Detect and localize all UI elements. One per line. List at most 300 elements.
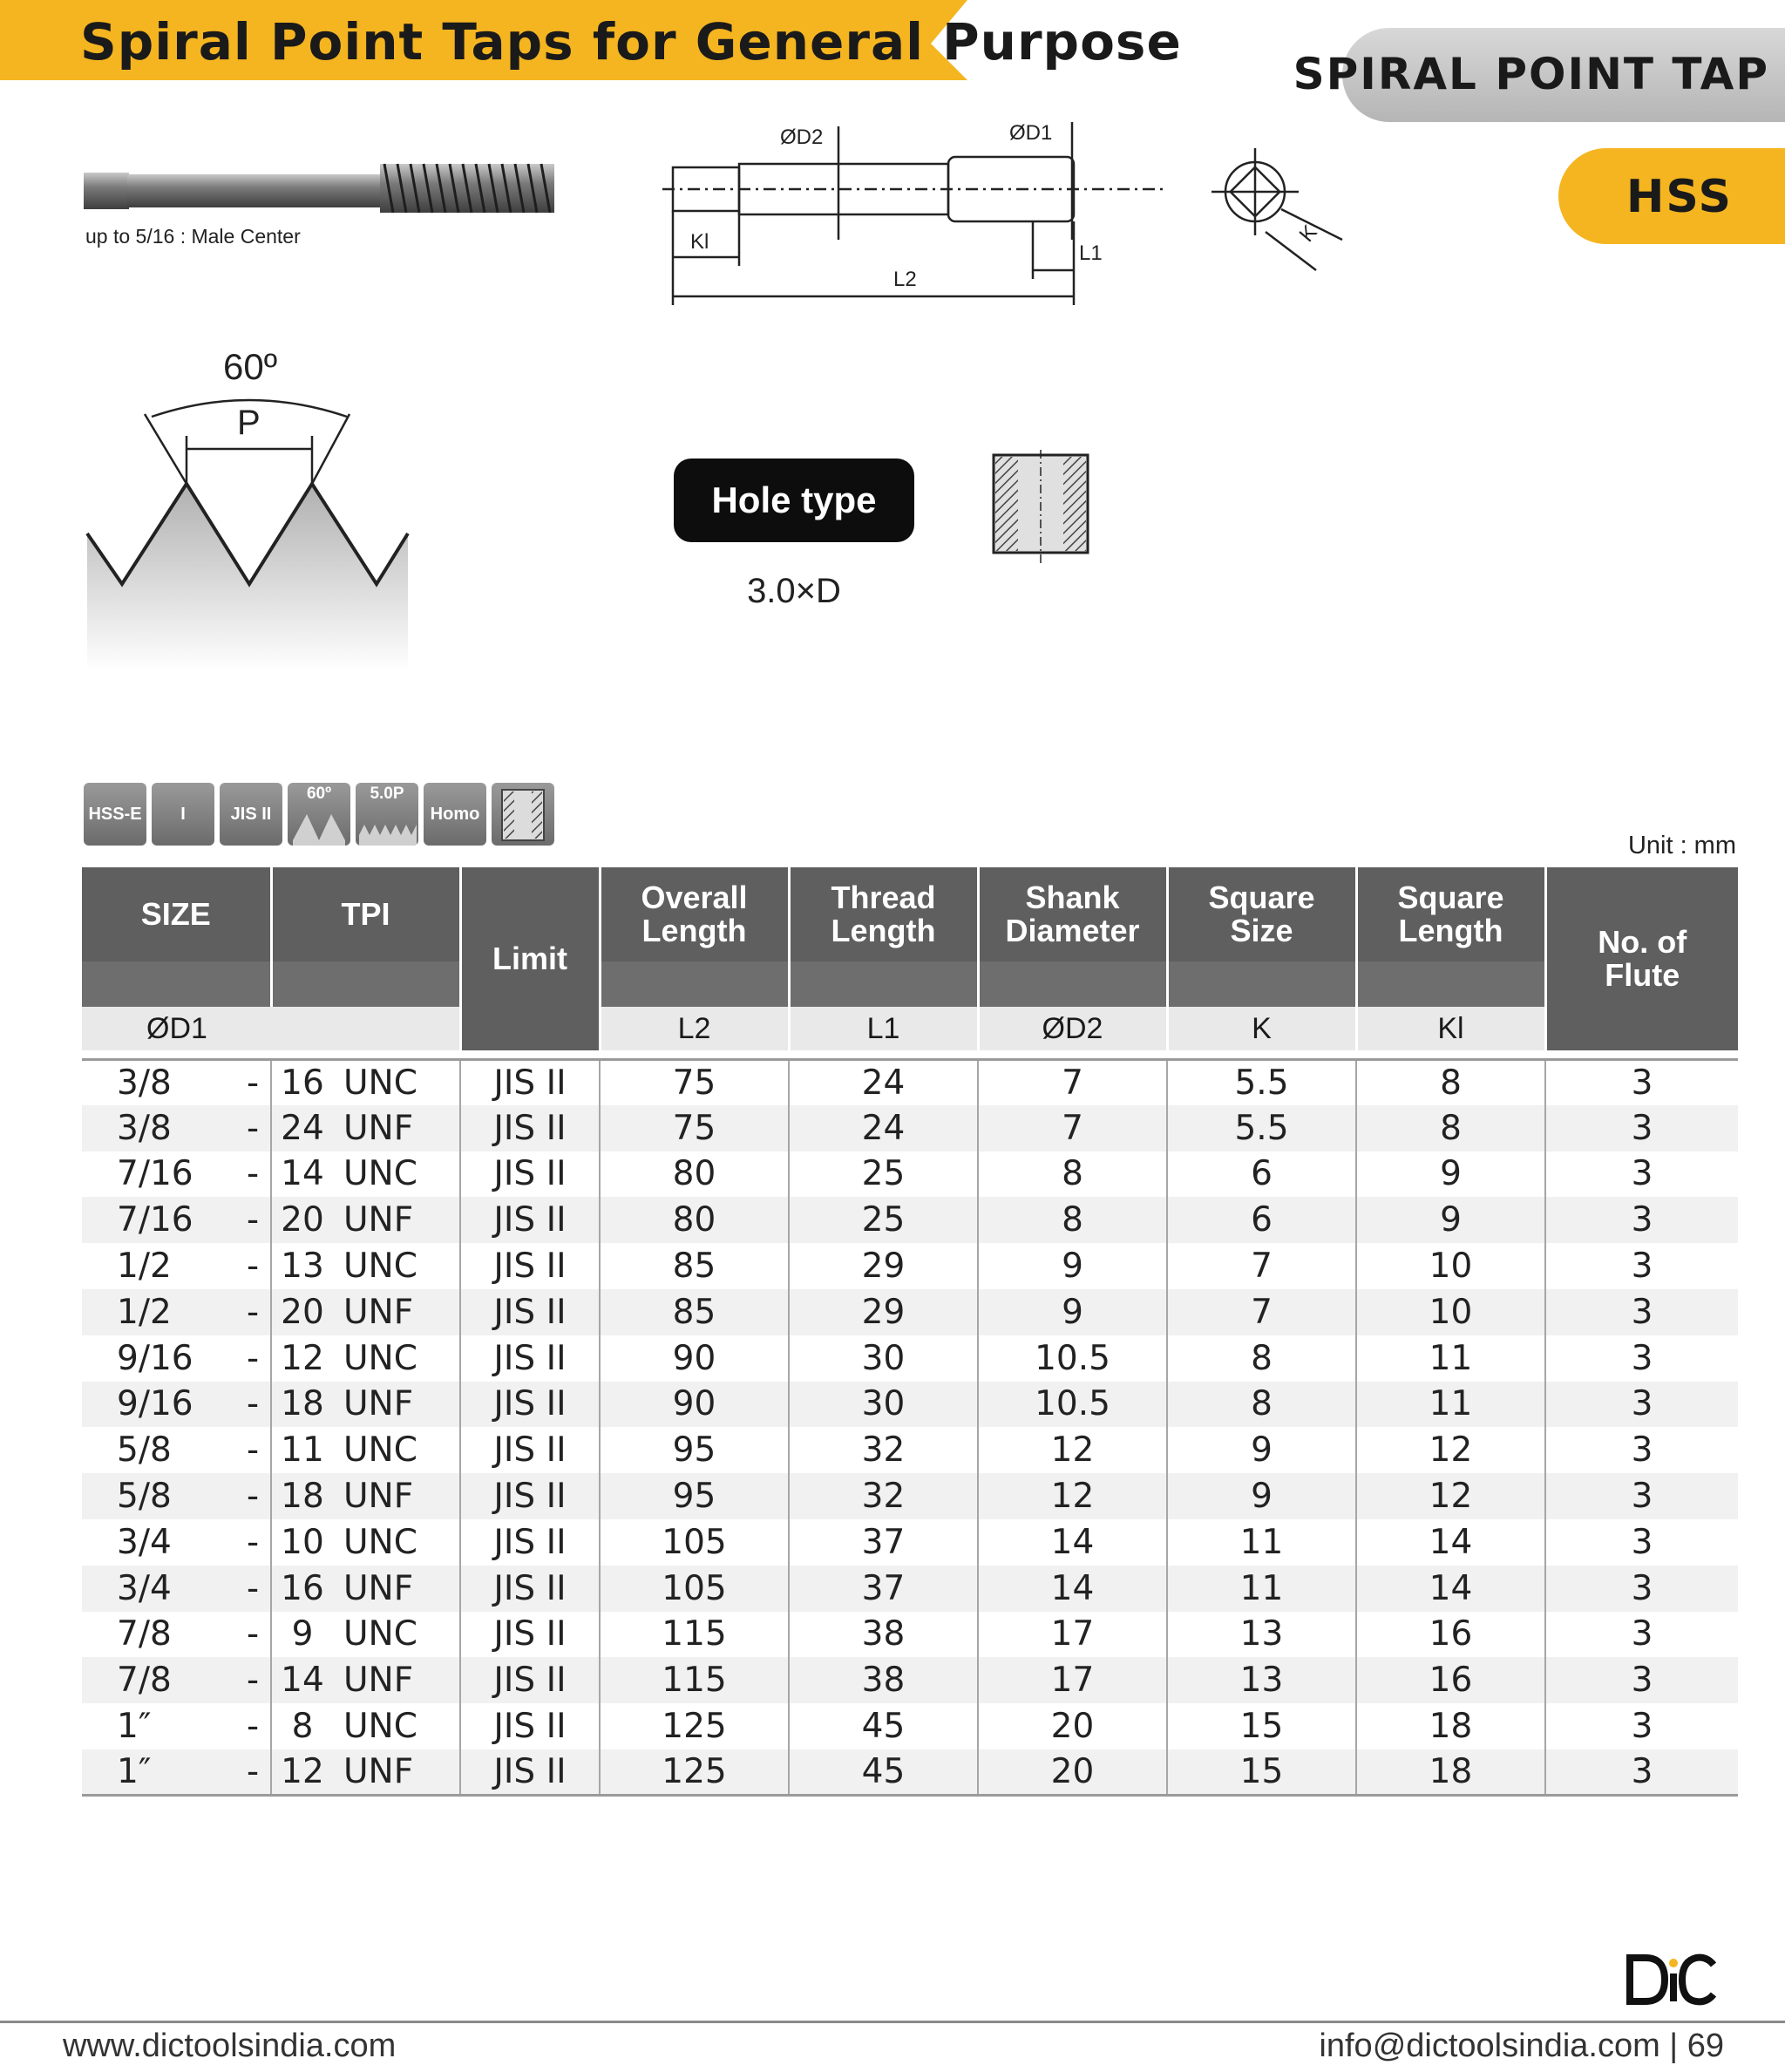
footer-website[interactable]: www.dictoolsindia.com [63,2028,397,2064]
flute-count-cell: 3 [1545,1289,1738,1335]
size-separator: - [246,1707,260,1747]
size-cell [82,1335,271,1382]
size-separator: - [246,1384,260,1424]
header-spacer [978,961,1167,1007]
size-cell [82,1566,271,1612]
symbol-square-size: K [1167,1007,1356,1050]
size-cell [82,1473,271,1519]
thread-length-cell: 37 [789,1566,978,1612]
tpi-value: 14 [281,1154,324,1194]
tpi-value: 16 [281,1568,324,1608]
size-separator: - [246,1614,260,1654]
symbol-overall-length: L2 [600,1007,789,1050]
thread-series: UNF [343,1292,414,1332]
symbol-size: ØD1 [82,1007,460,1050]
page-title: Spiral Point Taps for General Purpose [80,12,1182,71]
header-line: Shank [1025,880,1120,915]
shank-diameter-cell: 10.5 [978,1335,1167,1382]
symbol-thread-length: L1 [789,1007,978,1050]
size-separator: - [246,1154,260,1194]
overall-length-cell: 85 [600,1243,789,1289]
thread-angle-icon-graphic [288,783,350,846]
size-value: 3/4 [117,1568,172,1608]
size-value: 3/4 [117,1522,172,1562]
size-value: 7/8 [117,1614,172,1654]
limit-cell: JIS II [460,1657,600,1703]
limit-cell: JIS II [460,1243,600,1289]
tpi-cell [271,1059,460,1105]
square-size-cell: 8 [1167,1335,1356,1382]
square-size-cell: 15 [1167,1749,1356,1796]
square-cross-section [1203,139,1360,288]
tpi-cell [271,1197,460,1243]
flute-count-cell: 3 [1545,1519,1738,1566]
size-value: 7/16 [117,1154,193,1194]
tpi-value: 24 [281,1108,324,1148]
size-cell [82,1657,271,1703]
shank-diameter-cell: 7 [978,1059,1167,1105]
through-hole-small-icon [492,783,554,846]
square-size-cell: 13 [1167,1612,1356,1658]
header-separator [82,1050,1738,1059]
overall-length-cell: 75 [600,1105,789,1151]
tpi-cell [271,1703,460,1749]
col-header-square-size [1167,867,1356,961]
square-length-cell: 12 [1356,1473,1545,1519]
overall-length-cell: 80 [600,1151,789,1198]
thread-length-cell: 25 [789,1197,978,1243]
table-row [82,1289,1738,1335]
limit-cell: JIS II [460,1749,600,1796]
through-hole-small-graphic [492,783,554,846]
tpi-cell [271,1427,460,1473]
square-length-cell: 14 [1356,1519,1545,1566]
overall-length-cell: 115 [600,1657,789,1703]
square-size-cell: 9 [1167,1473,1356,1519]
size-separator: - [246,1247,260,1287]
flute-count-cell: 3 [1545,1335,1738,1382]
limit-cell: JIS II [460,1289,600,1335]
header-line: Length [831,913,936,948]
table-row [82,1703,1738,1749]
overall-length-cell: 90 [600,1382,789,1428]
thread-series: UNF [343,1200,414,1240]
limit-cell: JIS II [460,1519,600,1566]
size-cell [82,1427,271,1473]
header-spacer [1356,961,1545,1007]
header-line: Square [1208,880,1315,915]
unit-label: Unit : mm [1627,832,1736,859]
header-spacer [1167,961,1356,1007]
schematic-d1-label: ØD1 [1009,121,1053,145]
limit-cell: JIS II [460,1335,600,1382]
surface-treatment-icon [424,783,486,846]
thread-series: UNC [343,1707,417,1747]
thread-series: UNC [343,1430,417,1471]
overall-length-cell: 105 [600,1519,789,1566]
tpi-value: 12 [281,1752,324,1792]
thread-length-cell: 24 [789,1059,978,1105]
size-cell [82,1151,271,1198]
size-value: 9/16 [117,1338,193,1378]
shank-diameter-cell: 12 [978,1427,1167,1473]
tpi-value: 8 [291,1707,314,1747]
thread-series: UNF [343,1568,414,1608]
flute-count-cell: 3 [1545,1243,1738,1289]
overall-length-cell: 85 [600,1289,789,1335]
tpi-value: 11 [281,1430,324,1471]
col-header-size: SIZE [82,867,271,961]
square-size-cell: 7 [1167,1243,1356,1289]
thread-series: UNC [343,1154,417,1194]
size-cell [82,1197,271,1243]
size-value: 7/8 [117,1661,172,1701]
overall-length-cell: 105 [600,1566,789,1612]
size-value: 1″ [117,1707,152,1747]
thread-angle-label: 60º [223,346,278,387]
thread-length-cell: 45 [789,1703,978,1749]
limit-cell: JIS II [460,1703,600,1749]
header-spacer [82,961,271,1007]
icon-label: 5.0P [370,785,404,803]
tpi-cell [271,1657,460,1703]
symbol-shank-diameter: ØD2 [978,1007,1167,1050]
header-spacer [789,961,978,1007]
square-length-cell: 16 [1356,1612,1545,1658]
thread-length-cell: 38 [789,1612,978,1658]
specification-table [82,867,1738,1797]
tpi-value: 12 [281,1338,324,1378]
tpi-cell [271,1612,460,1658]
dic-logo [1623,1949,1719,2010]
tpi-value: 10 [281,1522,324,1562]
table-row [82,1243,1738,1289]
icon-label: JIS II [230,804,272,824]
schematic-kl-label: Kl [690,230,709,254]
flute-count-cell: 3 [1545,1703,1738,1749]
thread-series: UNC [343,1247,417,1287]
overall-length-cell: 115 [600,1612,789,1658]
overall-length-cell: 125 [600,1703,789,1749]
hole-type-badge: Hole type [674,459,914,542]
tpi-value: 14 [281,1661,324,1701]
size-cell [82,1519,271,1566]
cross-section-k-label: K [1294,221,1322,247]
square-size-cell: 5.5 [1167,1059,1356,1105]
size-cell [82,1243,271,1289]
square-length-cell: 9 [1356,1151,1545,1198]
header-line: Size [1230,913,1293,948]
size-separator: - [246,1292,260,1332]
table-row [82,1335,1738,1382]
tpi-cell [271,1473,460,1519]
col-header-tpi: TPI [271,867,460,961]
table-row [82,1059,1738,1105]
table-row [82,1473,1738,1519]
table-row [82,1382,1738,1428]
flute-count-cell: 3 [1545,1749,1738,1796]
shank-diameter-cell: 20 [978,1703,1167,1749]
flute-count-cell: 3 [1545,1105,1738,1151]
tap-product-image [84,157,554,220]
chamfer-length-icon-graphic [356,783,418,846]
size-value: 3/8 [117,1108,172,1148]
col-header-overall-length [600,867,789,961]
square-size-cell: 11 [1167,1519,1356,1566]
shank-diameter-cell: 12 [978,1473,1167,1519]
hole-depth-value: 3.0×D [747,572,841,610]
size-separator: - [246,1568,260,1608]
flute-count-cell: 3 [1545,1151,1738,1198]
square-length-cell: 16 [1356,1657,1545,1703]
col-header-square-length [1356,867,1545,961]
tpi-value: 18 [281,1384,324,1424]
tolerance-jis-icon [220,783,282,846]
flute-count-cell: 3 [1545,1427,1738,1473]
square-size-cell: 15 [1167,1703,1356,1749]
tpi-cell [271,1749,460,1796]
square-length-cell: 10 [1356,1289,1545,1335]
size-cell [82,1382,271,1428]
size-separator: - [246,1522,260,1562]
size-cell [82,1289,271,1335]
size-value: 7/16 [117,1200,193,1240]
size-value: 9/16 [117,1384,193,1424]
chamfer-length-icon [356,783,418,846]
shank-diameter-cell: 20 [978,1749,1167,1796]
thread-length-cell: 30 [789,1382,978,1428]
thread-length-cell: 37 [789,1519,978,1566]
thread-series: UNF [343,1752,414,1792]
size-separator: - [246,1108,260,1148]
flute-count-cell: 3 [1545,1059,1738,1105]
table-row [82,1105,1738,1151]
limit-cell: JIS II [460,1059,600,1105]
square-length-cell: 12 [1356,1427,1545,1473]
square-size-cell: 13 [1167,1657,1356,1703]
shank-diameter-cell: 17 [978,1657,1167,1703]
size-separator: - [246,1430,260,1471]
thread-length-cell: 38 [789,1657,978,1703]
header-line: Flute [1605,957,1680,993]
tpi-cell [271,1151,460,1198]
size-value: 1″ [117,1752,152,1792]
limit-cell: JIS II [460,1151,600,1198]
square-size-cell: 5.5 [1167,1105,1356,1151]
size-cell [82,1749,271,1796]
through-hole-icon [988,450,1093,563]
flute-count-cell: 3 [1545,1473,1738,1519]
shank-diameter-cell: 9 [978,1289,1167,1335]
table-row [82,1657,1738,1703]
square-length-cell: 8 [1356,1059,1545,1105]
table-row [82,1566,1738,1612]
tpi-value: 16 [281,1063,324,1103]
tpi-cell [271,1289,460,1335]
header-line: Length [1398,913,1503,948]
shank-diameter-cell: 7 [978,1105,1167,1151]
tpi-cell [271,1519,460,1566]
thread-length-cell: 32 [789,1427,978,1473]
tpi-value: 9 [291,1614,314,1654]
thread-series: UNF [343,1661,414,1701]
square-length-cell: 9 [1356,1197,1545,1243]
thread-series: UNC [343,1063,417,1103]
size-separator: - [246,1063,260,1103]
overall-length-cell: 95 [600,1473,789,1519]
thread-length-cell: 29 [789,1289,978,1335]
header-line: No. of [1598,924,1687,960]
square-length-cell: 18 [1356,1749,1545,1796]
icon-label: 60º [306,785,332,803]
thread-length-cell: 25 [789,1151,978,1198]
header-line: Diameter [1005,913,1140,948]
size-value: 1/2 [117,1292,172,1332]
size-value: 1/2 [117,1247,172,1287]
schematic-l2-label: L2 [893,268,917,291]
limit-cell: JIS II [460,1612,600,1658]
square-size-cell: 7 [1167,1289,1356,1335]
header-spacer [600,961,789,1007]
symbol-square-length: Kl [1356,1007,1545,1050]
tpi-cell [271,1243,460,1289]
shank-diameter-cell: 10.5 [978,1382,1167,1428]
thread-length-cell: 29 [789,1243,978,1289]
col-header-thread-length [789,867,978,961]
material-hss-e-icon [84,783,146,846]
size-cell [82,1059,271,1105]
shank-diameter-cell: 17 [978,1612,1167,1658]
table-row [82,1612,1738,1658]
size-cell [82,1612,271,1658]
category-badge [1293,28,1785,122]
square-size-cell: 6 [1167,1197,1356,1243]
flute-count-cell: 3 [1545,1382,1738,1428]
overall-length-cell: 80 [600,1197,789,1243]
square-size-cell: 9 [1167,1427,1356,1473]
shank-diameter-cell: 8 [978,1197,1167,1243]
limit-cell: JIS II [460,1382,600,1428]
tpi-value: 20 [281,1200,324,1240]
icon-label: I [180,804,186,824]
size-separator: - [246,1338,260,1378]
thread-series: UNC [343,1614,417,1654]
size-separator: - [246,1200,260,1240]
icon-label: HSS-E [88,804,142,824]
thread-length-cell: 24 [789,1105,978,1151]
category-badge-label: SPIRAL POINT TAP [1293,49,1769,99]
header-line: Length [641,913,747,948]
tpi-cell [271,1105,460,1151]
size-separator: - [246,1477,260,1517]
limit-cell: JIS II [460,1566,600,1612]
limit-cell: JIS II [460,1427,600,1473]
square-length-cell: 10 [1356,1243,1545,1289]
footer-divider [0,2021,1785,2023]
col-header-limit: Limit [460,867,600,1050]
thread-series: UNF [343,1108,414,1148]
size-separator: - [246,1752,260,1792]
flute-count-cell: 3 [1545,1197,1738,1243]
thread-series: UNC [343,1338,417,1378]
tpi-cell [271,1566,460,1612]
dimension-schematic [645,113,1185,314]
tpi-value: 20 [281,1292,324,1332]
square-length-cell: 8 [1356,1105,1545,1151]
size-value: 5/8 [117,1430,172,1471]
thread-series: UNF [343,1384,414,1424]
tpi-value: 13 [281,1247,324,1287]
class-i-icon [152,783,214,846]
thread-length-cell: 32 [789,1473,978,1519]
footer-contact[interactable]: info@dictoolsindia.com | 69 [1319,2028,1724,2064]
header-line: Square [1397,880,1504,915]
limit-cell: JIS II [460,1105,600,1151]
icon-label: Homo [430,804,480,824]
flute-count-cell: 3 [1545,1657,1738,1703]
shank-diameter-cell: 9 [978,1243,1167,1289]
square-size-cell: 11 [1167,1566,1356,1612]
product-caption: up to 5/16 : Male Center [85,225,301,248]
size-value: 3/8 [117,1063,172,1103]
limit-cell: JIS II [460,1197,600,1243]
table-row [82,1427,1738,1473]
square-length-cell: 11 [1356,1382,1545,1428]
spec-icon-row [84,783,554,846]
overall-length-cell: 125 [600,1749,789,1796]
size-cell [82,1703,271,1749]
square-length-cell: 14 [1356,1566,1545,1612]
col-header-flutes [1545,867,1738,1050]
thread-profile-diagram [84,340,415,671]
tpi-value: 18 [281,1477,324,1517]
table-row [82,1151,1738,1198]
limit-cell: JIS II [460,1473,600,1519]
table-row [82,1749,1738,1796]
material-badge [1558,148,1785,244]
square-size-cell: 8 [1167,1382,1356,1428]
tpi-cell [271,1335,460,1382]
flute-count-cell: 3 [1545,1612,1738,1658]
header-spacer [271,961,460,1007]
overall-length-cell: 75 [600,1059,789,1105]
schematic-l1-label: L1 [1079,241,1103,265]
shank-diameter-cell: 8 [978,1151,1167,1198]
thread-series: UNC [343,1522,417,1562]
title-banner [0,0,1182,87]
schematic-d2-label: ØD2 [780,126,824,149]
shank-diameter-cell: 14 [978,1566,1167,1612]
overall-length-cell: 95 [600,1427,789,1473]
tpi-cell [271,1382,460,1428]
square-length-cell: 11 [1356,1335,1545,1382]
thread-angle-icon [288,783,350,846]
size-value: 5/8 [117,1477,172,1517]
size-cell [82,1105,271,1151]
thread-length-cell: 30 [789,1335,978,1382]
header-line: Thread [831,880,936,915]
table-row [82,1197,1738,1243]
size-separator: - [246,1661,260,1701]
thread-pitch-label: P [237,404,261,442]
thread-length-cell: 45 [789,1749,978,1796]
shank-diameter-cell: 14 [978,1519,1167,1566]
thread-series: UNF [343,1477,414,1517]
square-size-cell: 6 [1167,1151,1356,1198]
square-length-cell: 18 [1356,1703,1545,1749]
col-header-shank-diameter [978,867,1167,961]
table-row [82,1519,1738,1566]
